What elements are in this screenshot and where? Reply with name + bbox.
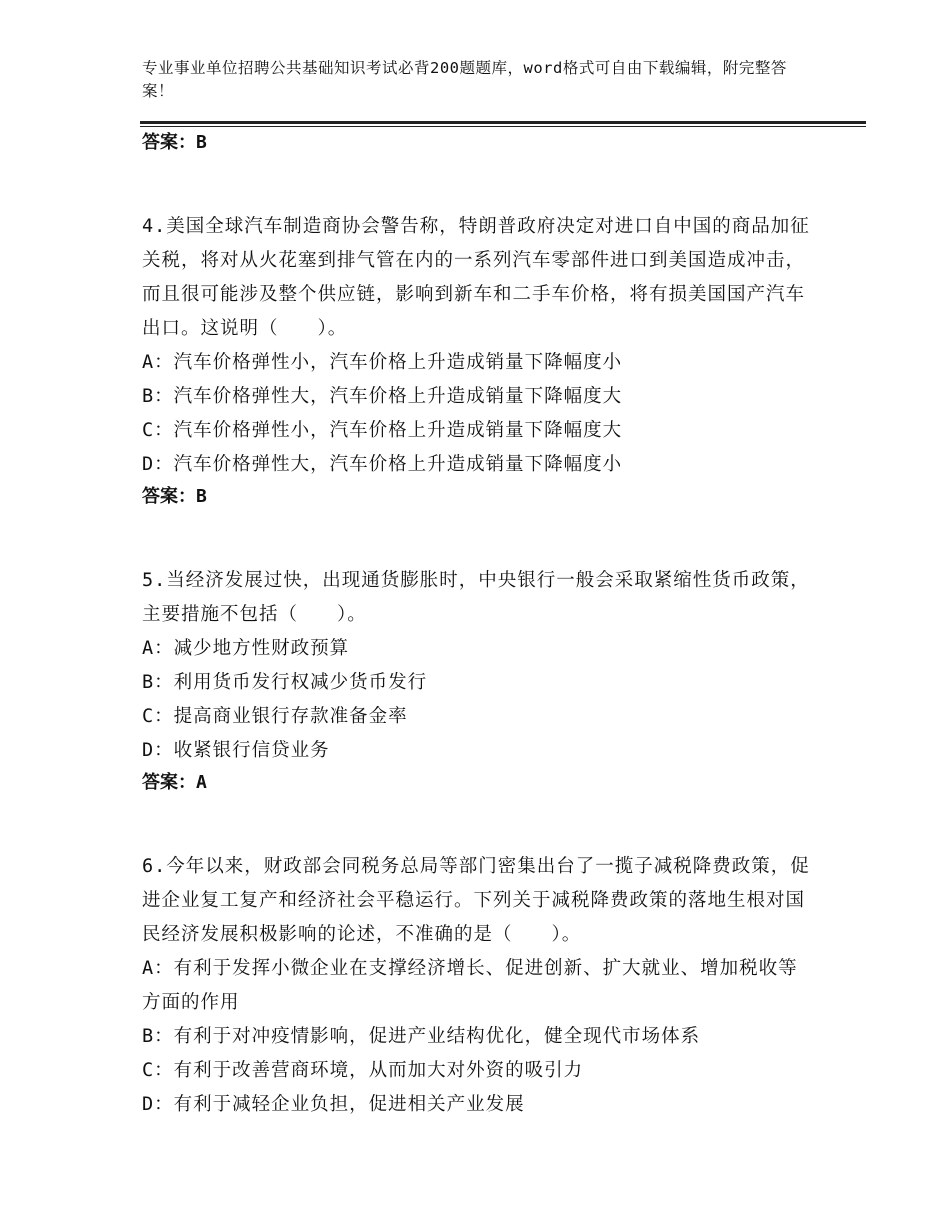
option-6b: B：有利于对冲疫情影响，促进产业结构优化，健全现代市场体系 bbox=[142, 1026, 701, 1047]
option-6a: A：有利于发挥小微企业在支撑经济增长、促进创新、扩大就业、增加税收等方面的作用 bbox=[142, 958, 798, 1013]
option-4a: A：汽车价格弹性小，汽车价格上升造成销量下降幅度小 bbox=[142, 352, 623, 373]
question-block-6 bbox=[142, 850, 810, 1122]
question-5-text: 5.当经济发展过快，出现通货膨胀时，中央银行一般会采取紧缩性货币政策，主要措施不包括（ ）。 bbox=[142, 570, 810, 625]
header-rule-thin bbox=[140, 126, 866, 127]
answer-5: 答案：A bbox=[142, 772, 207, 793]
option-5d: D：收紧银行信贷业务 bbox=[142, 740, 330, 761]
option-4c: C：汽车价格弹性小，汽车价格上升造成销量下降幅度大 bbox=[142, 420, 623, 441]
answer-3: 答案：B bbox=[142, 132, 207, 153]
question-block-4 bbox=[142, 210, 810, 512]
question-block-5 bbox=[142, 564, 810, 798]
page-header: 专业事业单位招聘公共基础知识考试必背200题题库，word格式可自由下载编辑，附完整答案！ bbox=[142, 59, 787, 100]
option-6c: C：有利于改善营商环境，从而加大对外资的吸引力 bbox=[142, 1060, 584, 1081]
header-rule-thick bbox=[140, 121, 866, 124]
answer-4: 答案：B bbox=[142, 486, 207, 507]
question-6-text: 6.今年以来，财政部会同税务总局等部门密集出台了一揽子减税降费政策，促进企业复工复产和经济社会平稳运行。下列关于减税降费政策的落地生根对国民经济发展积极影响的论述，不准确的是（ ）。 bbox=[142, 856, 810, 945]
option-5a: A：减少地方性财政预算 bbox=[142, 638, 350, 659]
option-5b: B：利用货币发行权减少货币发行 bbox=[142, 672, 428, 693]
document-body bbox=[142, 128, 810, 1122]
option-4d: D：汽车价格弹性大，汽车价格上升造成销量下降幅度小 bbox=[142, 454, 623, 475]
option-6d: D：有利于减轻企业负担，促进相关产业发展 bbox=[142, 1094, 525, 1115]
question-4-text: 4.美国全球汽车制造商协会警告称，特朗普政府决定对进口自中国的商品加征关税，将对从火花塞到排气管在内的一系列汽车零部件进口到美国造成冲击，而且很可能涉及整个供应链，影响到新车和二手车价格，将有损美国国产汽车出口。这说明（ ）。 bbox=[142, 216, 810, 339]
option-4b: B：汽车价格弹性大，汽车价格上升造成销量下降幅度大 bbox=[142, 386, 623, 407]
option-5c: C：提高商业银行存款准备金率 bbox=[142, 706, 408, 727]
